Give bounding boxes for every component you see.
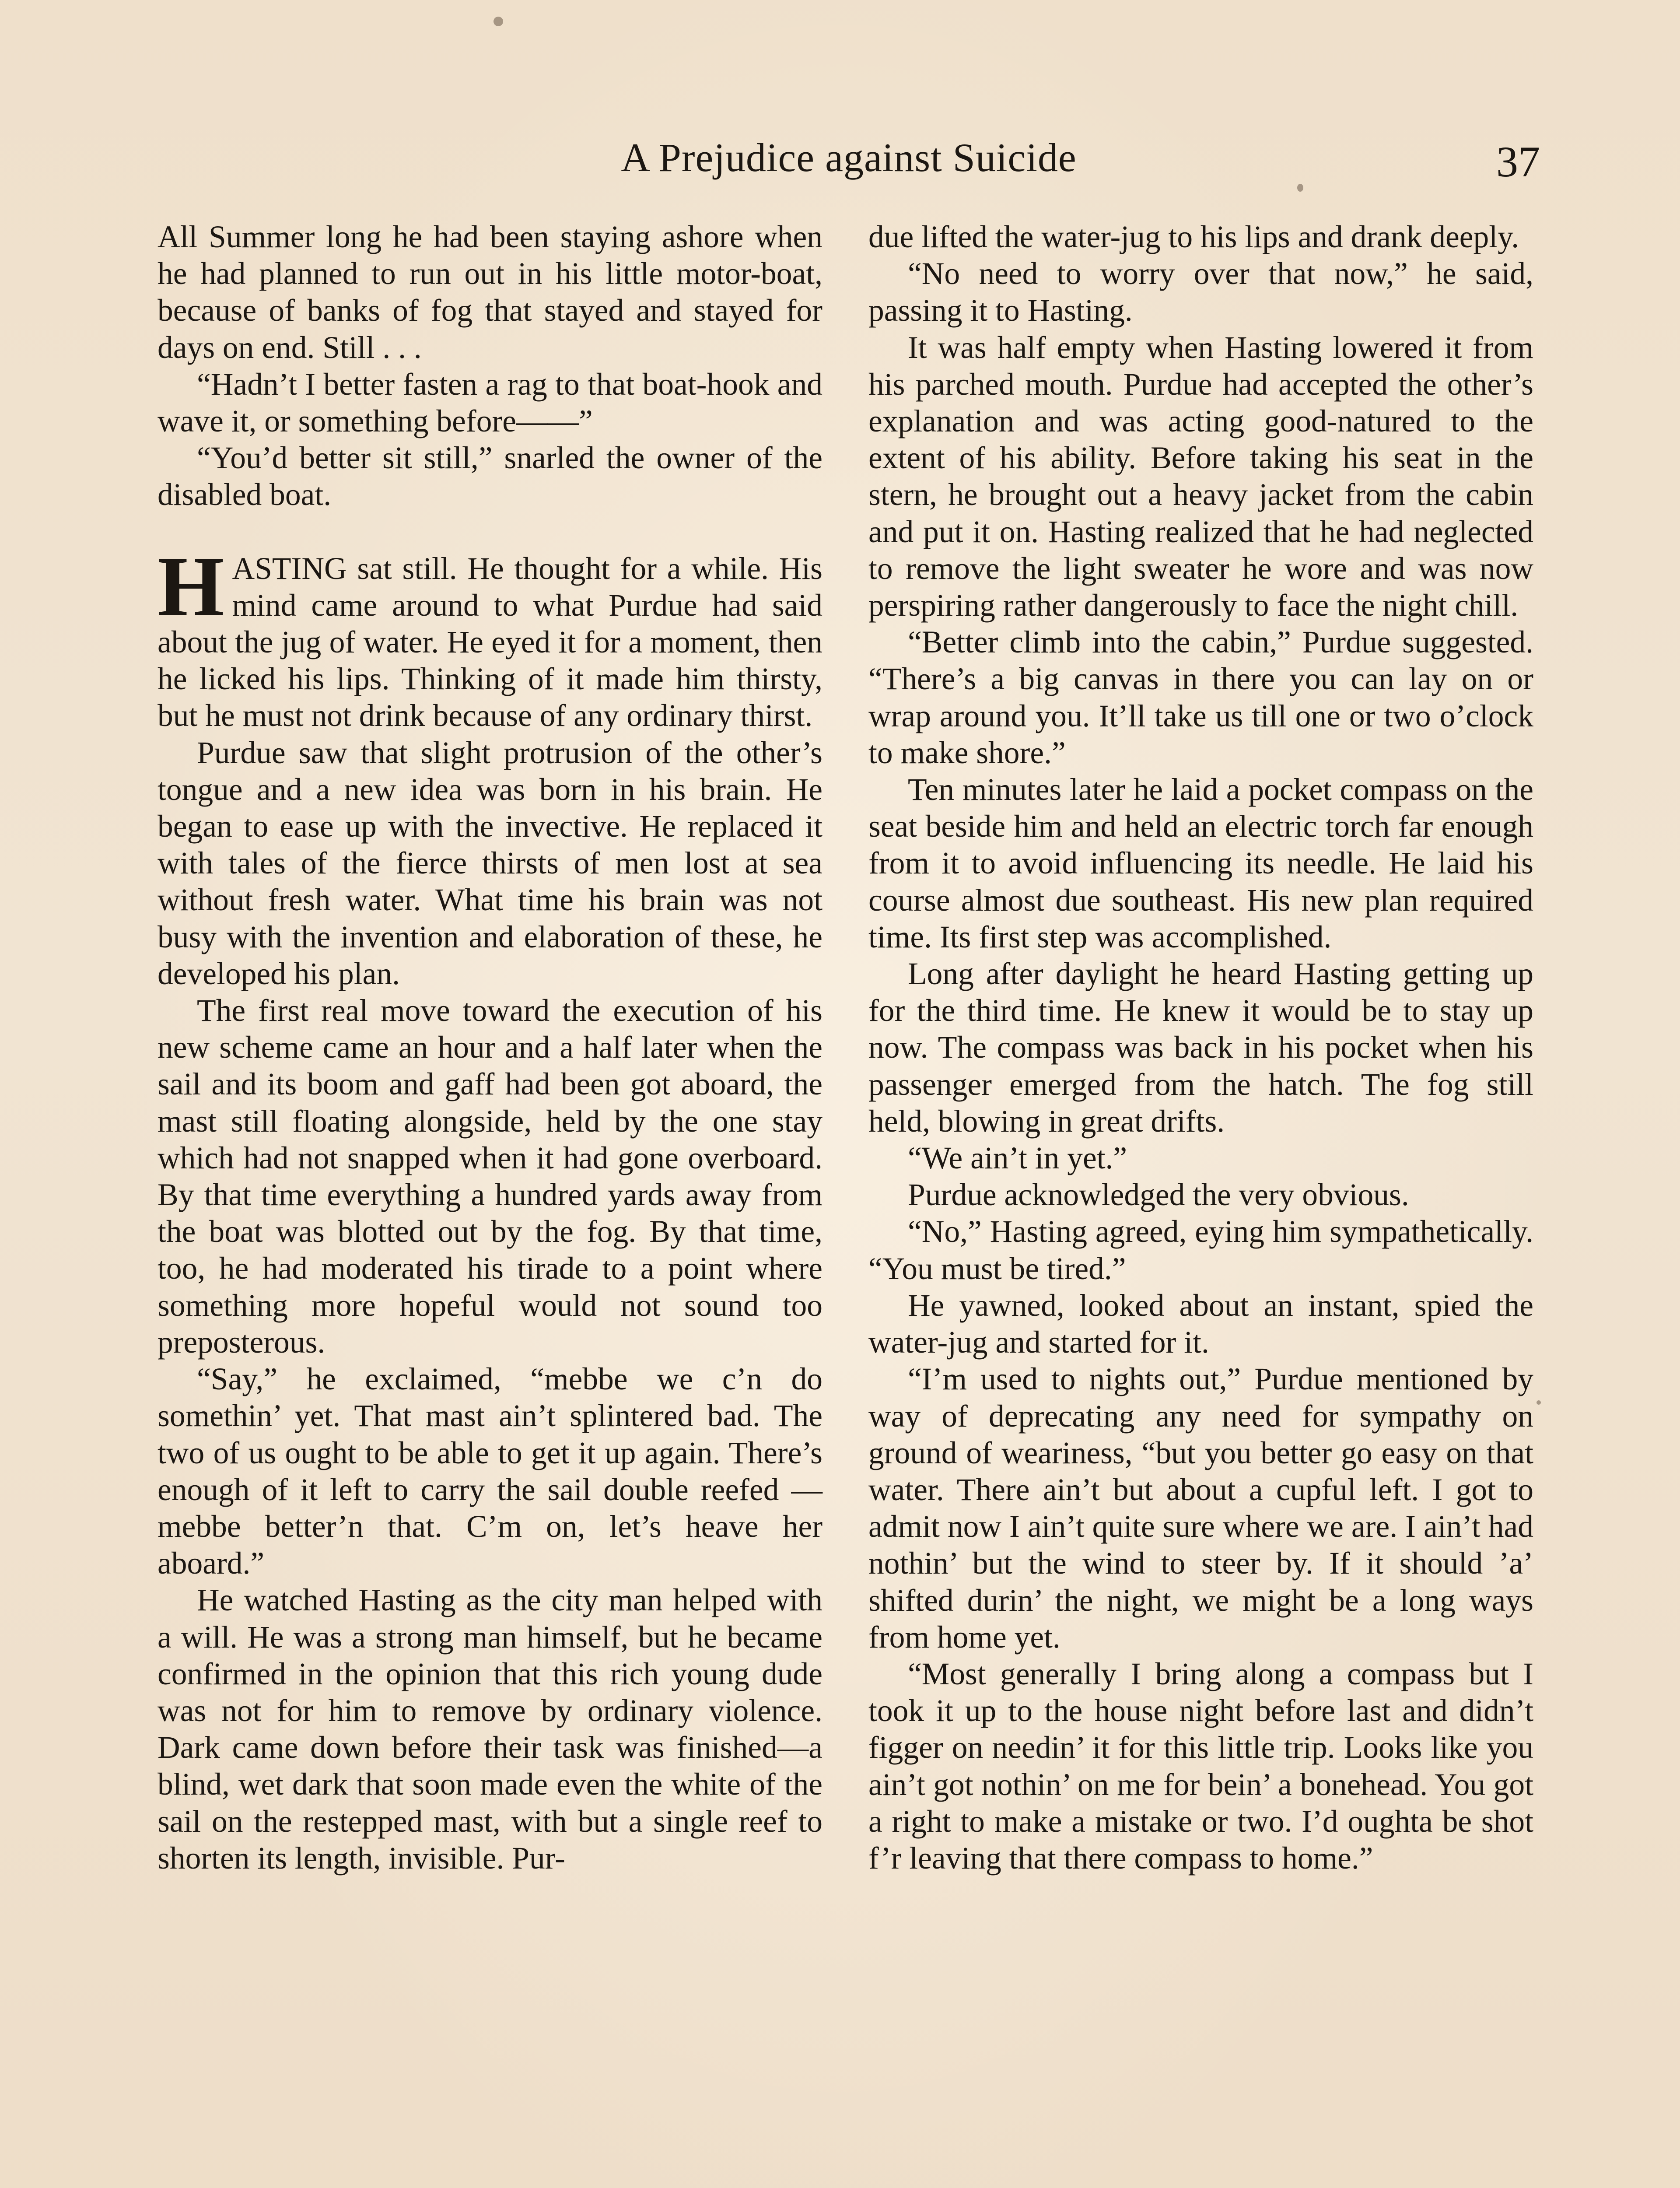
paragraph-text: ASTING sat still. He thought for a while. His mind came around to what Purdue had said about the jug of water. He eyed it for a moment, then he licked his lips. Thinking of it made him thirsty, but he must not drink because of any ordinary thirst.	[158, 551, 822, 733]
paragraph: “Hadn’t I better fasten a rag to that boat-hook and wave it, or something before——”	[158, 367, 822, 439]
drop-cap: H	[158, 539, 224, 634]
page-number: 37	[1496, 137, 1540, 186]
paragraph: Ten minutes later he laid a pocket compass on the seat beside him and held an electric torch far enough from it to avoid influencing its needle. He laid his course almost due southeast. His new plan required time. Its first step was accomplished.	[868, 772, 1533, 954]
paragraph: “Most generally I bring along a compass but I took it up to the house night before last and didn’t figger on needin’ it for this little trip. Looks like you ain’t got nothin’ on me for bein’ a bonehead. You got a right to make a mistake or two. I’d oughta be shot f’r leaving that there compass to home.”	[868, 1656, 1533, 1876]
paragraph: “Better climb into the cabin,” Purdue suggested. “There’s a big canvas in there you can lay on or wrap around you. It’ll take us till one or two o’clock to make shore.”	[868, 625, 1533, 770]
paragraph: He yawned, looked about an instant, spied the water-jug and started for it.	[868, 1288, 1533, 1360]
paragraph: “Say,” he exclaimed, “mebbe we c’n do somethin’ yet. That mast ain’t splintered bad. The two of us ought to be able to get it up again. There’s enough of it left to carry the sail double reefed —mebbe better’n that. C’m on, let’s heave her aboard.”	[158, 1362, 822, 1581]
paragraph: “I’m used to nights out,” Purdue mentioned by way of deprecating any need for sympathy on ground of weariness, “but you better go easy on that water. There ain’t but about a cupful left. I got to admit now I ain’t quite sure where we are. I ain’t had nothin’ but the wind to steer by. If it should ’a’ shifted durin’ the night, we might be a long ways from home yet.	[868, 1362, 1533, 1655]
paragraph: “No need to worry over that now,” he said, passing it to Hasting.	[868, 256, 1533, 328]
section-opening-paragraph	[158, 539, 822, 735]
paragraph: Purdue acknowledged the very obvious.	[908, 1178, 1409, 1213]
paragraph: He watched Hasting as the city man helped with a will. He was a strong man himself, but he became confirmed in the opinion that this rich young dude was not for him to remove by ordinary violence. Dark came down before their task was finished—a blind, wet dark that soon made even the white of the sail on the restepped mast, with but a single reef to shorten its length, invisible. Pur-	[158, 1583, 822, 1876]
paragraph: Long after daylight he heard Hasting getting up for the third time. He knew it would be to stay up now. The compass was back in his pocket when his passenger emerged from the hatch. The fog still held, blowing in great drifts.	[868, 957, 1533, 1139]
running-title: A Prejudice against Suicide	[621, 135, 1077, 180]
paragraph: It was half empty when Hasting lowered it from his parched mouth. Purdue had accepted the other’s explanation and was acting good-natured to the extent of his ability. Before taking his seat in the stern, he brought out a heavy jacket from the cabin and put it on. Hasting realized that he had neglected to remove the light sweater he wore and was now perspiring rather dangerously to face the night chill.	[868, 330, 1533, 623]
paper-spot	[494, 17, 503, 26]
paragraph: “We ain’t in yet.”	[908, 1141, 1127, 1176]
left-column	[158, 219, 822, 1877]
paper-spot	[1536, 1400, 1541, 1405]
right-column	[868, 219, 1533, 1877]
paragraph: Purdue saw that slight protrusion of the other’s tongue and a new idea was born in his brain. He began to ease up with the invective. He replaced it with tales of the fierce thirsts of men lost at sea without fresh water. What time his brain was not busy with the invention and elaboration of these, he developed his plan.	[158, 735, 822, 991]
paragraph: The first real move toward the execution of his new scheme came an hour and a half later when the sail and its boom and gaff had been got aboard, the mast still floating alongside, held by the one stay which had not snapped when it had gone overboard. By that time everything a hundred yards away from the boat was blotted out by the fog. By that time, too, he had moderated his tirade to a point where something more hopeful would not sound too preposterous.	[158, 993, 822, 1360]
paragraph: “You’d better sit still,” snarled the owner of the disabled boat.	[158, 441, 822, 512]
running-head	[158, 131, 1540, 193]
paragraph: due lifted the water-jug to his lips and drank deeply.	[868, 220, 1519, 254]
paragraph: All Summer long he had been staying ashore when he had planned to run out in his little motor-boat, because of banks of fog that stayed and stayed for days on end. Still . . .	[158, 220, 822, 365]
paragraph: “No,” Hasting agreed, eying him sympathetically. “You must be tired.”	[868, 1214, 1533, 1286]
